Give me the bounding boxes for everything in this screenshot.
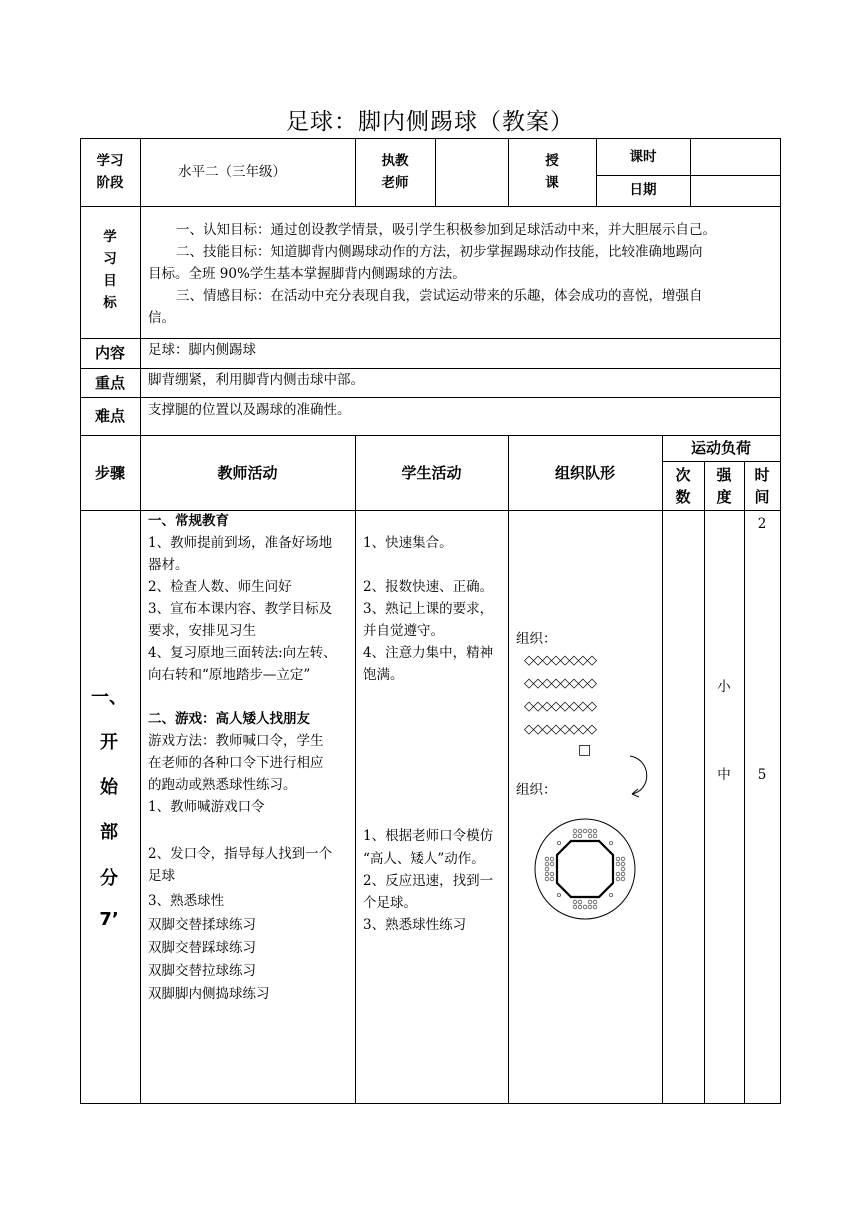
teacher-line: 2、检查人数、师生问好 (148, 579, 292, 595)
teacher-line: 向右转和“原地踏步—立定” (148, 667, 311, 683)
student-line: 3、熟悉球性练习 (363, 917, 467, 933)
col-teacher: 教师活动 (217, 464, 278, 482)
objective-line: 一、认知目标：通过创设教学情景，吸引学生积极参加到足球活动中来，并大胆展示自己。 (176, 222, 716, 238)
teacher-line: 双脚脚内侧捣球练习 (148, 986, 270, 1002)
key-point-value: 脚背绷紧，利用脚背内侧击球中部。 (148, 372, 364, 388)
date-label: 日期 (629, 182, 657, 198)
formation-row: ◇◇◇◇◇◇◇◇ (524, 653, 596, 668)
intensity-value: 小 (717, 679, 731, 695)
objective-line: 目标。全班 90%学生基本掌握脚背内侧踢球的方法。 (148, 266, 466, 282)
teacher-line: 二、游戏：高人矮人找朋友 (148, 711, 310, 727)
teacher-line: 3、宣布本课内容、教学目标及 (148, 601, 333, 617)
teacher-line: 在老师的各种口令下进行相应 (148, 755, 324, 771)
step-char: 7’ (99, 909, 119, 930)
period-label: 课时 (629, 149, 657, 165)
formation-row: ◇◇◇◇◇◇◇◇ (524, 676, 596, 691)
time-value: 2 (757, 516, 767, 532)
formation-row: ◇◇◇◇◇◇◇◇ (524, 722, 596, 737)
formation-label: 组织： (516, 782, 557, 798)
student-line: 并自觉遵守。 (363, 623, 444, 639)
objective-line: 信。 (148, 310, 175, 326)
teacher-line: 4、复习原地三面转法:向左转、 (148, 645, 337, 661)
student-line: 4、注意力集中，精神 (363, 645, 494, 661)
page-title: 足球：脚内侧踢球（教案） (286, 109, 574, 135)
col-load: 运动负荷 (690, 439, 751, 457)
objective-line: 三、情感目标：在活动中充分表现自我，尝试运动带来的乐趣，体会成功的喜悦，增强自 (176, 288, 703, 304)
objective-line: 二、技能目标：知道脚背内侧踢球动作的方法，初步掌握踢球动作技能，比较准确地踢向 (176, 244, 703, 260)
teacher-line: 双脚交替拉球练习 (148, 963, 256, 979)
student-line: 个足球。 (363, 895, 417, 911)
objectives-label: 学 习 目 标 (103, 229, 117, 311)
content-label: 内容 (94, 344, 125, 362)
student-line: 3、熟记上课的要求， (363, 601, 494, 617)
student-line: 2、报数快速、正确。 (363, 579, 494, 595)
teacher-line: 1、教师提前到场，准备好场地 (148, 535, 333, 551)
col-time: 时 间 (754, 466, 770, 506)
col-intensity: 强 度 (716, 466, 732, 506)
teacher-line: 双脚交替踩球练习 (148, 940, 256, 956)
teacher-line: 足球 (148, 868, 175, 884)
teacher-line: 3、熟悉球性 (148, 893, 225, 909)
formation-row: ◇◇◇◇◇◇◇◇ (524, 699, 596, 714)
teacher-line: 器材。 (148, 557, 189, 573)
time-value: 5 (757, 767, 767, 783)
teacher-line: 游戏方法：教师喊口令，学生 (148, 733, 324, 749)
step-char: 部 (100, 822, 118, 843)
rotate-arrow-icon (622, 752, 652, 800)
teacher-line: 的跑动或熟悉球性练习。 (148, 777, 297, 793)
teacher-line: 一、常规教育 (148, 513, 229, 529)
step-char: 开 (100, 732, 118, 753)
circle-formation-diagram (534, 818, 636, 920)
class-label: 授 课 (545, 153, 559, 191)
stage-label: 学习 阶段 (96, 153, 124, 191)
step-char: 一、 (91, 687, 127, 708)
difficulty-label: 难点 (94, 407, 125, 425)
col-count: 次 数 (675, 466, 691, 506)
student-line: “高人、矮人”动作。 (363, 851, 485, 867)
student-line: 1、快速集合。 (363, 535, 453, 551)
teacher-line: 双脚交替揉球练习 (148, 917, 256, 933)
intensity-value: 中 (717, 767, 731, 783)
key-point-label: 重点 (94, 374, 125, 392)
teacher-line: 要求，安排见习生 (148, 623, 256, 639)
stage-value: 水平二（三年级） (178, 164, 286, 180)
content-value: 足球：脚内侧踢球 (148, 342, 256, 358)
col-formation: 组织队形 (554, 464, 615, 482)
col-student: 学生活动 (401, 464, 462, 482)
col-step: 步骤 (94, 464, 125, 482)
teacher-line: 1、教师喊游戏口令 (148, 799, 265, 815)
difficulty-value: 支撑腿的位置以及踢球的准确性。 (148, 402, 351, 418)
student-line: 1、根据老师口令模仿 (363, 828, 494, 844)
formation-label: 组织： (516, 631, 557, 647)
step-char: 分 (100, 868, 118, 889)
teacher-label: 执教 老师 (381, 153, 409, 191)
step-char: 始 (100, 777, 118, 798)
teacher-marker: □ (578, 742, 592, 758)
teacher-line: 2、发口令，指导每人找到一个 (148, 846, 333, 862)
student-line: 饱满。 (363, 667, 404, 683)
student-line: 2、反应迅速，找到一 (363, 873, 494, 889)
